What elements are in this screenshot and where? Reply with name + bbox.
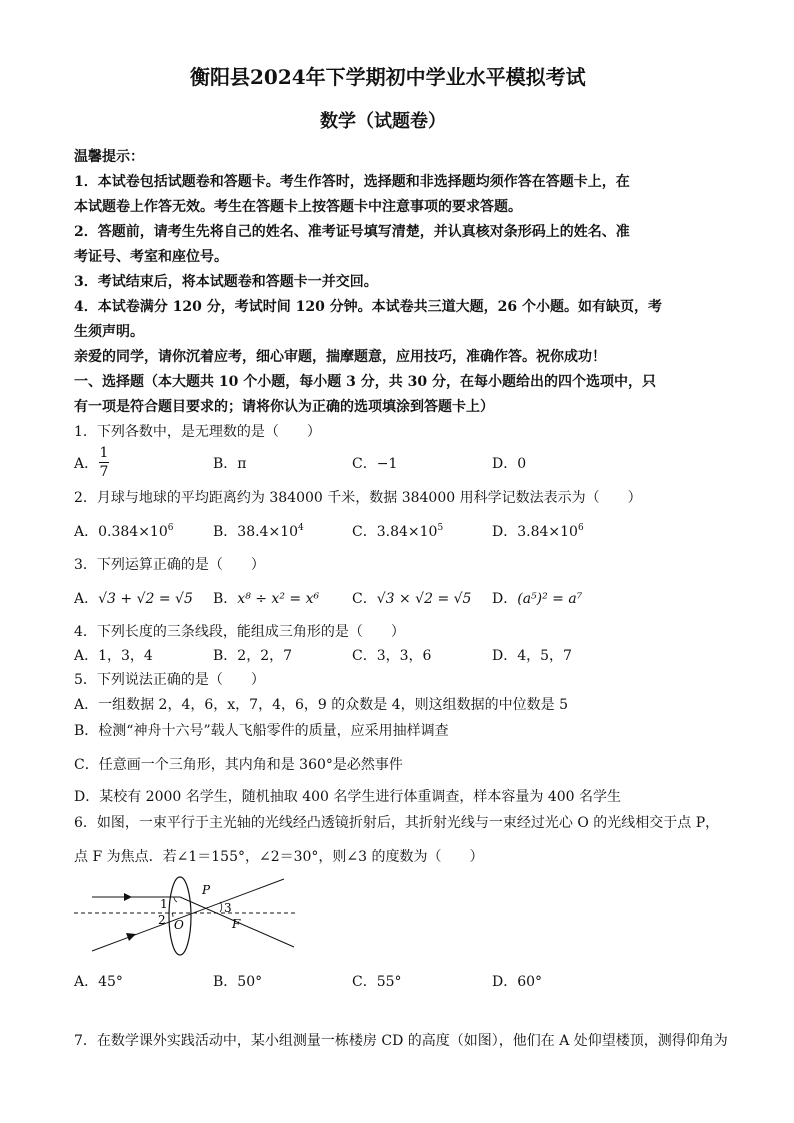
q2-option-b	[213, 522, 304, 542]
point-p-label: P	[202, 883, 211, 897]
angle-1-arc	[174, 897, 177, 902]
q6-stem-line-1: 6．如图，一束平行于主光轴的光线经凸透镜折射后，其折射光线与一束经过光心 O 的光线相交于点 P，	[74, 815, 720, 831]
q2-d-base: D．3.84×10	[492, 524, 578, 540]
q3-option-b	[213, 589, 319, 609]
q1-fraction-denominator: 7	[99, 464, 109, 480]
tip-1-line-1: 1．本试卷包括试题卷和答题卡。考生作答时，选择题和非选择题均须作答在答题卡上，在	[74, 174, 630, 190]
encouragement: 亲爱的同学，请你沉着应考，细心审题，揣摩题意，应用技巧，准确作答。祝你成功！	[74, 349, 606, 365]
q3-d-label: D．	[492, 591, 518, 607]
q6-option-c: C．55°	[352, 974, 402, 990]
q1-option-c: C．−1	[352, 456, 398, 472]
q4-option-a: A．1，3，4	[74, 648, 153, 664]
q1-option-a-label: A．	[74, 456, 99, 472]
q2-option-c	[352, 522, 443, 542]
q4-stem: 4．下列长度的三条线段，能组成三角形的是（ ）	[74, 624, 405, 640]
angle-2-label: 2	[158, 913, 166, 927]
q4-option-c: C．3，3，6	[352, 648, 432, 664]
q4-option-b: B．2，2，7	[213, 648, 293, 664]
tips-heading: 温馨提示：	[74, 149, 144, 165]
convex-lens	[169, 877, 191, 955]
section-1-heading-line-1: 一、选择题（本大题共 10 个小题，每小题 3 分，共 30 分，在每小题给出的四个选项中，只	[74, 374, 656, 390]
section-1-heading-line-2: 有一项是符合题目要求的；请将你认为正确的选项填涂到答题卡上）	[74, 399, 494, 415]
q3-d-expression: (a⁵)² = a⁷	[517, 591, 583, 607]
q2-stem: 2．月球与地球的平均距离约为 384000 千米，数据 384000 用科学记数法表示为（ ）	[74, 490, 642, 506]
q2-a-base: A．0.384×10	[74, 524, 168, 540]
angle-2-arc	[172, 913, 173, 917]
q2-c-base: C．3.84×10	[352, 524, 438, 540]
lens-diagram	[74, 870, 300, 960]
q1-option-a-fraction	[96, 444, 112, 481]
tip-2-line-1: 2．答题前，请考生先将自己的姓名、准考证号填写清楚，并认真核对条形码上的姓名、准	[74, 224, 630, 240]
tip-4-line-1: 4．本试卷满分 120 分，考试时间 120 分钟。本试卷共三道大题，26 个小题。如有缺页，考	[74, 299, 663, 315]
point-o-label: O	[174, 918, 184, 932]
q3-option-d	[492, 589, 582, 609]
angle-3-arc	[220, 902, 222, 912]
exam-subtitle: 数学（试题卷）	[320, 111, 446, 132]
point-f-label: F	[232, 917, 241, 931]
q2-c-exponent: 5	[437, 523, 444, 533]
tip-3: 3．考试结束后，将本试题卷和答题卡一并交回。	[74, 274, 378, 290]
q2-b-exponent: 4	[298, 523, 304, 533]
q5-option-d: D．某校有 2000 名学生，随机抽取 400 名学生进行体重调查，样本容量为 400 名学生	[74, 789, 621, 805]
q3-b-expression: x⁸ ÷ x² = x⁶	[237, 591, 320, 607]
angle-1-label: 1	[160, 897, 168, 911]
q5-option-a: A．一组数据 2，4，6，x，7，4，6，9 的众数是 4，则这组数据的中位数是 5	[74, 697, 568, 713]
q4-option-d: D．4，5，7	[492, 648, 572, 664]
q3-stem: 3．下列运算正确的是（ ）	[74, 557, 265, 573]
q1-option-d: D．0	[492, 456, 527, 472]
q3-c-expression: √3 × √2 = √5	[376, 591, 472, 607]
tip-4-line-2: 生须声明。	[74, 324, 144, 340]
q6-option-b: B．50°	[213, 974, 263, 990]
q2-d-exponent: 6	[577, 523, 584, 533]
q3-a-expression: √3 + √2 = √5	[98, 591, 193, 607]
q3-b-label: B．	[213, 591, 238, 607]
q6-option-d: D．60°	[492, 974, 543, 990]
q2-option-a	[74, 522, 173, 542]
q6-stem-line-2: 点 F 为焦点．若∠1＝155°，∠2＝30°，则∠3 的度数为（ ）	[74, 849, 484, 865]
q3-c-label: C．	[352, 591, 377, 607]
q1-option-b: B．π	[213, 456, 247, 472]
q5-stem: 5．下列说法正确的是（ ）	[74, 672, 265, 688]
q3-a-label: A．	[74, 591, 99, 607]
q3-option-a	[74, 589, 193, 609]
tip-1-line-2: 本试题卷上作答无效。考生在答题卡上按答题卡中注意事项的要求答题。	[74, 199, 522, 215]
q1-stem: 1．下列各数中，是无理数的是（ ）	[74, 424, 321, 440]
q5-option-c: C．任意画一个三角形，其内角和是 360°是必然事件	[74, 757, 403, 773]
q2-b-base: B．38.4×10	[213, 524, 299, 540]
q2-a-exponent: 6	[167, 523, 174, 533]
q2-option-d	[492, 522, 584, 542]
angle-3-label: 3	[224, 901, 232, 915]
q1-fraction-numerator: 1	[99, 445, 109, 461]
arrow-icon	[126, 933, 136, 941]
exam-title: 衡阳县2024年下学期初中学业水平模拟考试	[190, 65, 586, 89]
q3-option-c	[352, 589, 471, 609]
arrow-icon	[124, 893, 132, 901]
q7-stem: 7．在数学课外实践活动中，某小组测量一栋楼房 CD 的高度（如图），他们在 A 处仰望楼顶，测得仰角为	[74, 1033, 728, 1049]
q6-option-a: A．45°	[74, 974, 123, 990]
q5-option-b: B．检测“神舟十六号”载人飞船零件的质量，应采用抽样调查	[74, 723, 449, 739]
tip-2-line-2: 考证号、考室和座位号。	[74, 249, 228, 265]
